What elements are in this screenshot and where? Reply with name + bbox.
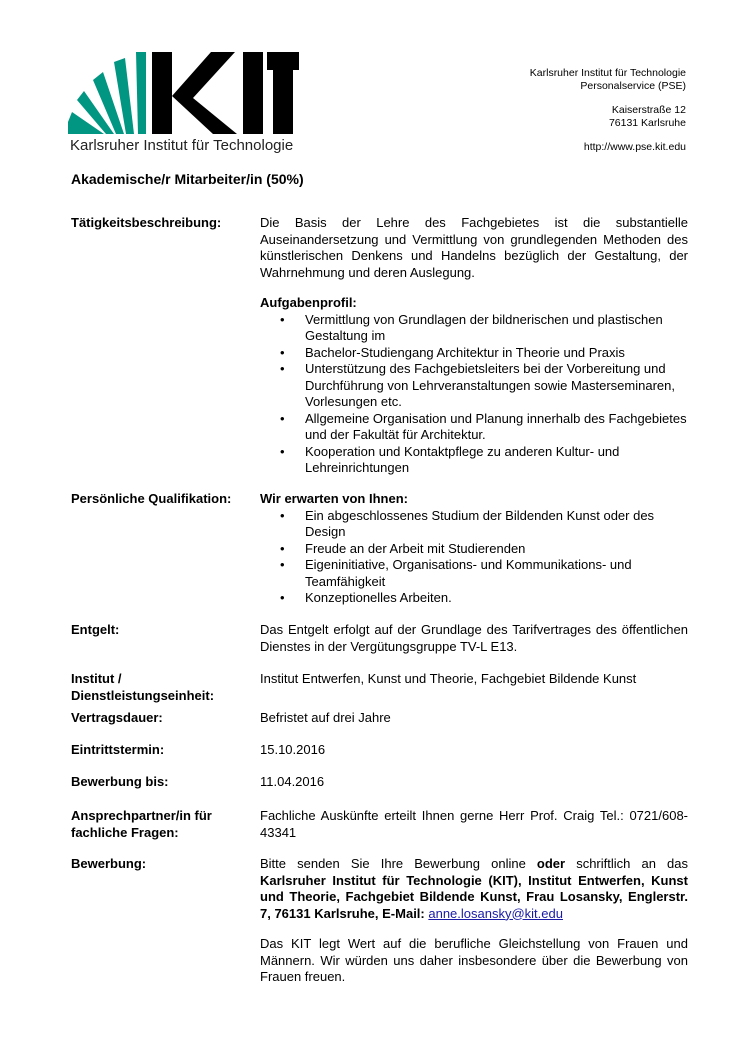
list-item: • Allgemeine Organisation und Planung innerhalb des Fachgebietes und der Fakultät für Architektur. xyxy=(260,411,688,444)
label-qualifikation: Persönliche Qualifikation: xyxy=(71,491,232,506)
list-item: • Freude an der Arbeit mit Studierenden xyxy=(260,541,688,558)
aufgabenprofil-heading: Aufgabenprofil: xyxy=(260,295,357,310)
label-institut-line1: Institut / xyxy=(71,671,122,686)
address-block xyxy=(436,67,686,154)
value-ansprechpartner: Fachliche Auskünfte erteilt Ihnen gerne Herr Prof. Craig Tel.: 0721/608-43341 xyxy=(260,808,688,840)
kit-fan-icon xyxy=(68,52,146,134)
label-institut-line2: Dienstleistungseinheit: xyxy=(71,687,215,703)
bewerbung-closing: Das KIT legt Wert auf die berufliche Gleichstellung von Frauen und Männern. Wir würden uns daher insbesondere über die Bewerbung von Frauen freuen. xyxy=(260,936,688,984)
list-item: • Vermittlung von Grundlagen der bildnerischen und plastischen Gestaltung im xyxy=(260,312,688,345)
label-vertragsdauer: Vertragsdauer: xyxy=(71,710,163,725)
address-url[interactable]: http://www.pse.kit.edu xyxy=(583,141,686,153)
list-item: • Ein abgeschlossenes Studium der Bildenden Kunst oder des Design xyxy=(260,508,688,541)
value-institut: Institut Entwerfen, Kunst und Theorie, Fachgebiet Bildende Kunst xyxy=(260,671,637,686)
value-bewerbung-bis: 11.04.2016 xyxy=(260,774,325,789)
email-link[interactable]: anne.losansky@kit.edu xyxy=(428,905,563,921)
value-entgelt: Das Entgelt erfolgt auf der Grundlage des Tarifvertrages des öffentlichen Dienstes in der Vergütungsgruppe TV-L E13. xyxy=(260,622,688,654)
qualifikation-list xyxy=(260,508,688,607)
list-item: • Bachelor-Studiengang Architektur in Theorie und Praxis xyxy=(260,345,688,362)
kit-logo xyxy=(68,48,303,138)
address-street: Kaiserstraße 12 xyxy=(611,104,686,116)
label-institut xyxy=(71,671,214,704)
aufgaben-list xyxy=(260,312,688,477)
list-item: • Unterstützung des Fachgebietsleiters bei der Vorbereitung und Durchführung von Lehrveranstaltungen sowie Masterseminaren, Vorlesungen etc. xyxy=(260,361,688,411)
address-city: 76131 Karlsruhe xyxy=(608,116,686,129)
label-ansprechpartner-line2: fachliche Fragen: xyxy=(71,824,179,840)
address-institution: Karlsruher Institut für Technologie xyxy=(529,67,686,79)
address-department: Personalservice (PSE) xyxy=(580,79,686,92)
label-bewerbung-bis: Bewerbung bis: xyxy=(71,774,169,789)
label-bewerbung: Bewerbung: xyxy=(71,856,147,871)
value-bewerbung xyxy=(260,856,688,986)
kit-letters xyxy=(152,52,299,134)
label-taetigkeit: Tätigkeitsbeschreibung: xyxy=(71,215,222,230)
label-eintritt: Eintrittstermin: xyxy=(71,742,165,757)
label-ansprechpartner-line1: Ansprechpartner/in für xyxy=(71,808,212,823)
label-entgelt: Entgelt: xyxy=(71,622,120,637)
value-vertragsdauer: Befristet auf drei Jahre xyxy=(260,710,391,725)
qualifikation-heading: Wir erwarten von Ihnen: xyxy=(260,491,408,506)
label-ansprechpartner xyxy=(71,808,212,841)
value-taetigkeit xyxy=(260,215,688,477)
page-title: Akademische/r Mitarbeiter/in (50%) xyxy=(71,171,304,187)
list-item: • Kooperation und Kontaktpflege zu anderen Kultur- und Lehreinrichtungen xyxy=(260,444,688,477)
logo-subtitle: Karlsruher Institut für Technologie xyxy=(70,137,294,154)
value-eintritt: 15.10.2016 xyxy=(260,742,326,757)
taetigkeit-text: Die Basis der Lehre des Fachgebietes ist die substantielle Auseinandersetzung und Vermittlung von grundlegenden Methoden des künstlerischen Denkens und Handelns bezüglich der Gestaltung, der Wahrnehmung und deren Auslegung. xyxy=(260,215,688,280)
list-item: • Konzeptionelles Arbeiten. xyxy=(260,590,688,607)
list-item: • Eigeninitiative, Organisations- und Kommunikations- und Teamfähigkeit xyxy=(260,557,688,590)
value-qualifikation xyxy=(260,491,688,607)
bewerbung-text: Bitte senden Sie Ihre Bewerbung online oder schriftlich an das Karlsruher Institut für Technologie (KIT), Institut Entwerfen, Kunst und Theorie, Fachgebiet Bildende Kunst, Frau Losansky, Englerstr. 7, 76131 Karlsruhe, E-Mail: anne.losansky@kit.edu xyxy=(260,856,688,921)
